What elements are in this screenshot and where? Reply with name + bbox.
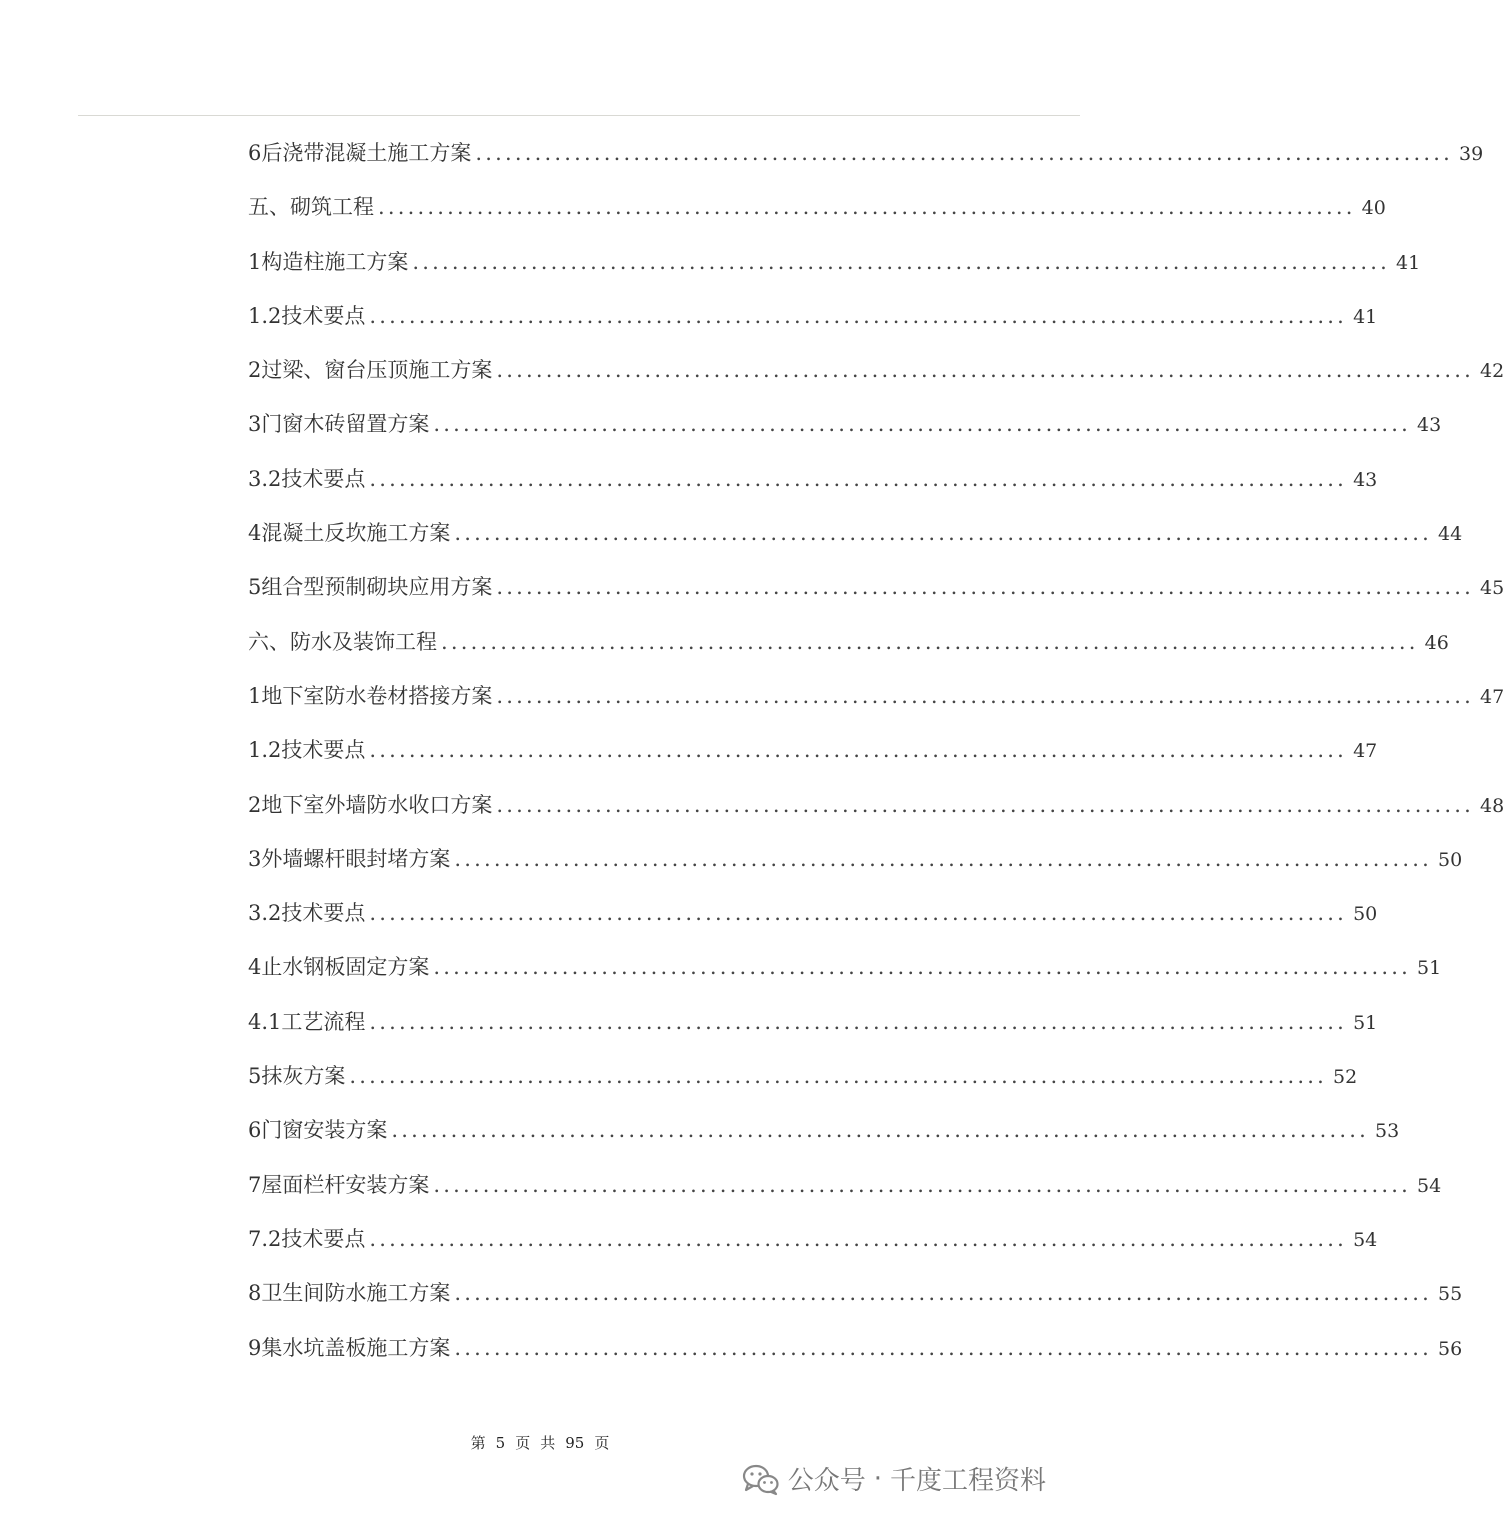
toc-entry-title: 4.1工艺流程 [248,1009,366,1034]
toc-entry-title: 4止水钢板固定方案 [248,955,430,980]
toc-entry-page: 43 [1353,468,1378,491]
toc-entry-page: 47 [1480,685,1504,708]
toc-entry-title: 6门窗安装方案 [248,1118,388,1143]
toc-entry-title: 7屋面栏杆安装方案 [248,1172,430,1197]
toc-leader: ................................................................................................... [496,683,1475,708]
toc-entry-title: 六、防水及装饰工程 [248,629,437,654]
toc-leader: ................................................................................................... [496,358,1475,383]
toc-entry-title: 4混凝土反坎施工方案 [248,521,451,546]
toc-leader: ................................................................................................... [391,1118,1370,1143]
toc-entry-page: 51 [1417,957,1442,980]
footer-suffix: 页 [594,1434,610,1452]
toc-leader: ................................................................................................... [454,1281,1433,1306]
toc-entry-page: 53 [1375,1120,1400,1143]
toc-entry-page: 52 [1333,1066,1358,1089]
toc-entry-page: 54 [1417,1174,1442,1197]
toc-entry-page: 44 [1438,523,1463,546]
toc-entry[interactable] [248,1049,1358,1103]
toc-entry[interactable] [248,180,1386,234]
toc-entry-title: 5抹灰方案 [248,1064,346,1089]
toc-entry[interactable] [248,615,1449,669]
toc-entry-page: 40 [1361,197,1386,220]
toc-entry-title: 9集水坑盖板施工方案 [248,1335,451,1360]
toc-entry[interactable] [248,1103,1400,1157]
toc-leader: ................................................................................................... [369,1226,1348,1251]
toc-entry[interactable] [248,886,1378,940]
wechat-icon [742,1463,780,1495]
toc-entry-title: 3.2技术要点 [248,466,366,491]
watermark-account-name: 千度工程资料 [889,1466,1046,1496]
toc-entry-page: 50 [1438,848,1463,871]
toc-entry-page: 48 [1480,794,1504,817]
toc-entry-title: 5组合型预制砌块应用方案 [248,575,493,600]
footer-total-pages: 95 [565,1434,585,1452]
toc-entry-page: 56 [1438,1337,1463,1360]
toc-entry-title: 2过梁、窗台压顶施工方案 [248,358,493,383]
toc-entry[interactable] [248,1266,1463,1320]
toc-leader: ................................................................................................... [369,303,1348,328]
toc-entry-page: 47 [1353,740,1378,763]
toc-entry-page: 39 [1459,143,1484,165]
toc-entry-title: 8卫生间防水施工方案 [248,1281,451,1306]
toc-entry-title: 2地下室外墙防水收口方案 [248,792,493,817]
toc-entry-page: 45 [1480,577,1504,600]
toc-leader: ................................................................................................... [496,575,1475,600]
toc-leader: ................................................................................................... [441,629,1419,654]
toc-entry[interactable] [248,235,1421,289]
toc-entry[interactable] [248,126,1484,180]
toc-leader: ................................................................................................... [349,1064,1328,1089]
footer-prefix: 第 [470,1434,486,1452]
toc-entry-page: 41 [1396,251,1421,274]
toc-entry-title: 1地下室防水卷材搭接方案 [248,683,493,708]
toc-entry-title: 1.2技术要点 [248,738,366,763]
toc-entry[interactable] [248,397,1442,451]
toc-entry-page: 54 [1353,1228,1378,1251]
footer-page-word: 页 [515,1434,531,1452]
toc-entry[interactable] [248,940,1442,994]
toc-entry[interactable] [248,506,1463,560]
toc-leader: ................................................................................................... [369,1009,1348,1034]
toc-entry-title: 3门窗木砖留置方案 [248,412,430,437]
table-of-contents [248,126,1504,1375]
footer-total-word: 共 [540,1434,556,1452]
toc-leader: ................................................................................................... [454,521,1433,546]
toc-entry-page: 51 [1353,1011,1378,1034]
watermark-account-label: 公众号 [787,1466,866,1496]
toc-leader: ................................................................................................... [496,792,1475,817]
toc-entry[interactable] [248,1321,1463,1375]
toc-leader: ................................................................................................... [412,249,1391,274]
toc-entry-title: 1.2技术要点 [248,303,366,328]
header-rule [78,115,1080,116]
toc-entry[interactable] [248,452,1378,506]
toc-entry-page: 46 [1424,631,1449,654]
toc-entry[interactable] [248,289,1378,343]
toc-entry[interactable] [248,723,1378,777]
toc-entry[interactable] [248,1158,1442,1212]
toc-entry-title: 6后浇带混凝土施工方案 [248,141,472,165]
toc-leader: ................................................................................................... [369,901,1348,926]
toc-leader: ................................................................................................... [454,1335,1433,1360]
toc-entry-title: 7.2技术要点 [248,1226,366,1251]
toc-leader: ................................................................................................... [369,738,1348,763]
toc-entry[interactable] [248,343,1504,397]
toc-leader: ................................................................................................... [433,1172,1412,1197]
toc-entry-page: 55 [1438,1283,1463,1306]
toc-entry-title: 五、砌筑工程 [248,195,374,220]
toc-entry[interactable] [248,669,1504,723]
toc-leader: ................................................................................................... [369,466,1348,491]
footer-current-page: 5 [495,1434,506,1452]
toc-entry[interactable] [248,778,1504,832]
watermark [742,1460,1046,1497]
toc-entry-page: 50 [1353,903,1378,926]
toc-leader: ................................................................................................... [433,412,1412,437]
toc-entry[interactable] [248,995,1378,1049]
toc-entry-title: 3.2技术要点 [248,901,366,926]
toc-leader: ................................................................................................... [454,846,1433,871]
toc-entry-title: 1构造柱施工方案 [248,249,409,274]
toc-entry[interactable] [248,1212,1378,1266]
toc-entry[interactable] [248,560,1504,614]
toc-entry-page: 41 [1353,305,1378,328]
toc-entry-page: 43 [1417,414,1442,437]
toc-entry-page: 42 [1480,360,1504,383]
toc-leader: ................................................................................................... [378,195,1356,220]
page-footer [0,1432,1080,1453]
toc-entry[interactable] [248,832,1463,886]
toc-leader: ................................................................................................... [433,955,1412,980]
watermark-separator: · [873,1463,882,1494]
toc-leader: ................................................................................................... [475,141,1454,165]
toc-entry-title: 3外墙螺杆眼封堵方案 [248,846,451,871]
